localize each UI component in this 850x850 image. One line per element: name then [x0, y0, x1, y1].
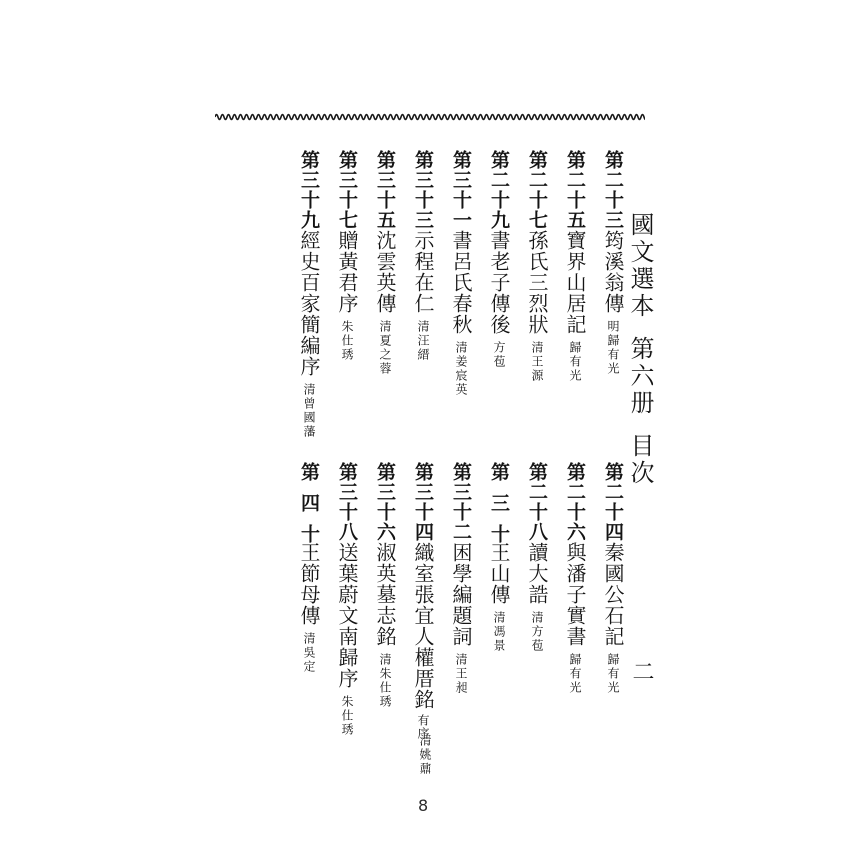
entry-number: 第二十八: [526, 462, 548, 542]
entry-number: 第三十七: [336, 150, 358, 230]
entry-number: 第二十六: [564, 462, 586, 542]
entry-author: 清朱仕琇: [378, 653, 392, 709]
entry-title: 送葉蔚文南歸序朱仕琇: [335, 542, 359, 737]
entry-title: 書老子傳後方苞: [487, 230, 511, 369]
page-mark: 二: [629, 660, 654, 682]
entry-number: 第二十九: [488, 150, 510, 230]
entry-number: 第三十四: [412, 462, 434, 542]
entry-number: 第三十五: [374, 150, 396, 230]
entry-author: 清王昶: [454, 653, 468, 695]
entry-author: 朱仕琇: [340, 320, 354, 362]
entry-title: 寶界山居記歸有光: [563, 230, 587, 383]
entry-author: 清方苞: [530, 611, 544, 653]
entry-author: 朱仕琇: [340, 695, 354, 737]
entry-number: 第三十八: [336, 462, 358, 542]
entry-author: 歸有光: [568, 341, 582, 383]
entry-author: 清姜宸英: [454, 341, 468, 397]
entry-title: 讀大誥清方苞: [525, 542, 549, 653]
entry-title: 與潘子實書歸有光: [563, 542, 587, 695]
entry-number: 第二十五: [564, 150, 586, 230]
entry-number: 第二十四: [602, 462, 624, 542]
entry-title: 沈雲英傳清夏之蓉: [373, 230, 397, 376]
wavy-border-rule: [215, 110, 645, 124]
volume-label: 第六册: [626, 336, 654, 417]
entry-number: 第三十一: [450, 150, 472, 230]
entry-title: 贈黃君序朱仕琇: [335, 230, 359, 362]
entry-author: 明歸有光: [606, 320, 620, 376]
entry-title: 織室張宜人權厝銘有序: [411, 542, 435, 740]
entry-author: 清姚鼐: [418, 734, 432, 776]
entry-number: 第三十: [488, 462, 510, 555]
entry-title: 孫氏三烈狀清王源: [525, 230, 549, 383]
entry-note: 有序: [416, 714, 430, 740]
entry-title: 困學編題詞清王昶: [449, 542, 473, 695]
entry-number: 第二十三: [602, 150, 624, 230]
entry-author: 清王源: [530, 341, 544, 383]
entry-title: 示程在仁清汪縉: [411, 230, 435, 362]
book-title: 國文選本: [626, 212, 654, 320]
entry-author: 清吳定: [302, 632, 316, 674]
entry-title: 經史百家簡編序清曾國藩: [297, 230, 321, 439]
section-label: 目次: [626, 433, 654, 487]
entry-author: 清曾國藩: [302, 383, 316, 439]
entry-title: 王節母傳清吳定: [297, 542, 321, 674]
page-number: 8: [418, 796, 429, 815]
entry-number: 第二十七: [526, 150, 548, 230]
entry-number: 第三十三: [412, 150, 434, 230]
entry-title: 王山傳清馮景: [487, 542, 511, 653]
entry-title: 筠溪翁傳明歸有光: [601, 230, 625, 376]
entry-author: 歸有光: [568, 653, 582, 695]
entry-author: 方苞: [492, 341, 506, 369]
entry-title: 淑英墓志銘清朱仕琇: [373, 542, 397, 709]
entry-author: 清夏之蓉: [378, 320, 392, 376]
entry-number: 第四十: [298, 462, 320, 555]
entry-title: 秦國公石記歸有光: [601, 542, 625, 695]
entry-number: 第三十九: [298, 150, 320, 230]
entry-author: 清馮景: [492, 611, 506, 653]
entry-title: 書呂氏春秋清姜宸英: [449, 230, 473, 397]
entry-author: 歸有光: [606, 653, 620, 695]
entry-number: 第三十六: [374, 462, 396, 542]
entry-author: 清汪縉: [416, 320, 430, 362]
table-of-contents-heading: [628, 212, 652, 487]
entry-number: 第三十二: [450, 462, 472, 542]
